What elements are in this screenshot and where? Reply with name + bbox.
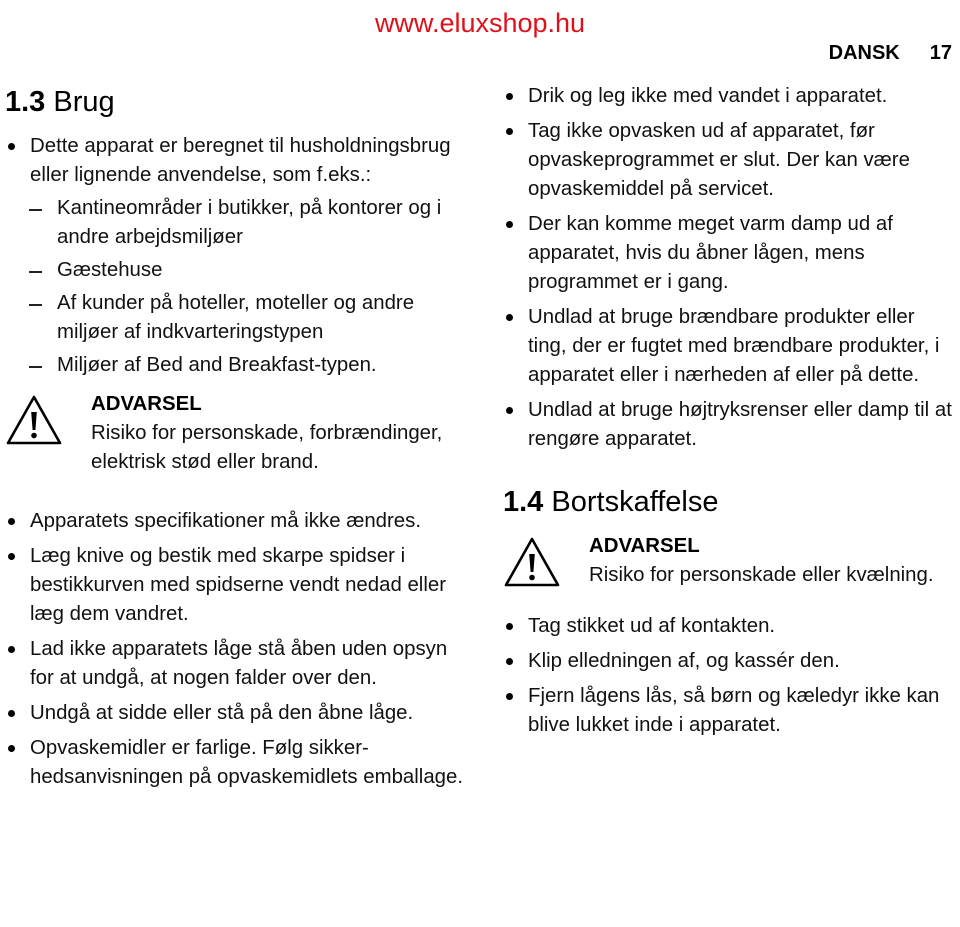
list-item: Tag ikke opvasken ud af apparatet, før opvaskeprogrammet er slut. Der kan være opvaskemiddel på servicet. [503, 117, 958, 204]
right-column [503, 82, 958, 746]
warning-text: Risiko for personskade, forbrændinger, elektrisk stød eller brand. [91, 422, 443, 473]
usage-list [5, 132, 465, 190]
section-title: Brug [53, 86, 115, 118]
page-number: 17 [929, 42, 952, 64]
list-item: Klip elledningen af, og kassér den. [503, 647, 958, 676]
list-item: Dette apparat er beregnet til husholdningsbrug eller lignende anvendelse, som f.eks.: [5, 132, 465, 190]
section-heading-brug [5, 82, 465, 122]
disposal-list [503, 612, 958, 740]
section-number: 1.4 [503, 486, 544, 518]
list-item: Apparatets specifikationer må ikke ændres. [5, 507, 465, 536]
list-item: Undgå at sidde eller stå på den åbne låge. [5, 699, 465, 728]
watermark-url: www.eluxshop.hu [374, 8, 586, 38]
page-header [829, 40, 952, 66]
warning-title: ADVARSEL [589, 535, 700, 557]
warning-box [5, 390, 465, 477]
sub-list-item: Af kunder på hoteller, moteller og andre miljøer af indkvarteringstypen [5, 289, 465, 347]
section-heading-bortskaffelse [503, 482, 958, 522]
language-label: DANSK [828, 42, 900, 64]
warning-text: Risiko for personskade eller kvælning. [589, 564, 934, 586]
warning-box [503, 532, 958, 590]
list-item: Der kan komme meget varm damp ud af apparatet, hvis du åbner lågen, mens programmet er i gang. [503, 210, 958, 297]
list-item: Drik og leg ikke med vandet i apparatet. [503, 82, 958, 111]
section-title: Bortskaffelse [551, 486, 719, 518]
list-item: Lad ikke apparatets låge stå åben uden opsyn for at undgå, at nogen falder over den. [5, 635, 465, 693]
left-column [5, 82, 465, 798]
warning-triangle-icon [5, 394, 63, 446]
list-item: Undlad at bruge brændbare produkter eller ting, der er fugtet med brændbare produkter, i apparatet eller i nærheden af eller på dette. [503, 303, 958, 390]
list-item: Undlad at bruge højtryksrenser eller damp til at rengøre apparatet. [503, 396, 958, 454]
usage-sub-list [5, 194, 465, 380]
list-item: Tag stikket ud af kontakten. [503, 612, 958, 641]
sub-list-item: Kantineområder i butikker, på kontorer og i andre arbejdsmiljøer [5, 194, 465, 252]
sub-list-item: Miljøer af Bed and Breakfast-typen. [5, 351, 465, 380]
safety-list-continued [503, 82, 958, 454]
list-item: Fjern lågens lås, så børn og kæledyr ikke kan blive lukket inde i apparatet. [503, 682, 958, 740]
sub-list-item: Gæstehuse [5, 256, 465, 285]
warning-title: ADVARSEL [91, 393, 202, 415]
section-number: 1.3 [5, 86, 46, 118]
list-item: Læg knive og bestik med skarpe spidser i bestikkurven med spidserne vendt nedad eller læg dem vandret. [5, 542, 465, 629]
warning-triangle-icon [503, 536, 561, 588]
safety-list [5, 507, 465, 792]
list-item: Opvaskemidler er farlige. Følg sikkerhedsanvisningen på opvaskemidlets emballage. [5, 734, 465, 792]
